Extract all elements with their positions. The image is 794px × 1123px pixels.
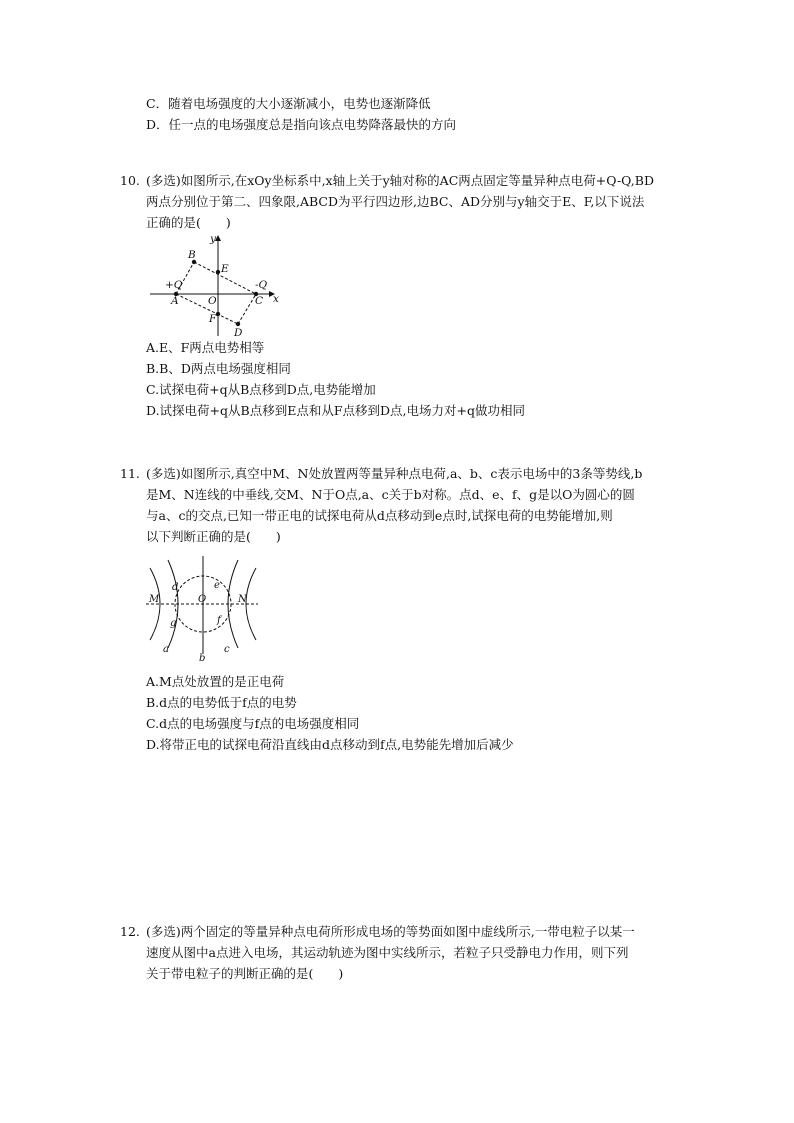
label-d: d xyxy=(172,582,179,593)
q10-option-b: B.B、D两点电场强度相同 xyxy=(146,361,291,376)
q11-figure xyxy=(146,554,260,662)
label-plus-q: +Q xyxy=(165,279,183,291)
label-m: M xyxy=(149,594,160,605)
q10-number: 10. xyxy=(120,173,140,188)
q11-stem-line-1: (多选)如图所示,真空中M、N处放置两等量异种点电荷,a、b、c表示电场中的3条等势线,b xyxy=(146,466,643,481)
q10-stem-line-2: 两点分别位于第二、四象限,ABCD为平行四边形,边BC、AD分别与y轴交于E、F,以下说法 xyxy=(146,194,645,209)
label-b: b xyxy=(199,653,206,664)
label-a: A xyxy=(171,295,179,307)
label-g: g xyxy=(170,618,177,629)
q11-stem-line-4: 以下判断正确的是( ) xyxy=(146,529,281,544)
label-e: e xyxy=(214,580,220,591)
q10-figure xyxy=(146,232,286,338)
label-y: y xyxy=(210,233,216,245)
q11-stem-line-3: 与a、c的交点,已知一带正电的试探电荷从d点移动到e点时,试探电荷的电势能增加,则 xyxy=(146,508,613,523)
label-d: D xyxy=(234,327,243,339)
label-f: f xyxy=(217,615,221,626)
label-b: B xyxy=(188,249,196,261)
q11-option-d: D.将带正电的试探电荷沿直线由d点移动到f点,电势能先增加后减少 xyxy=(146,737,514,752)
point-d xyxy=(236,322,240,326)
q10-option-d: D.试探电荷+q从B点移到E点和从F点移到D点,电场力对+q做功相同 xyxy=(146,403,525,418)
q12-stem-line-1: (多选)两个固定的等量异种点电荷所形成电场的等势面如图中虚线所示,一带电粒子以某一 xyxy=(146,924,635,939)
label-n: N xyxy=(238,594,247,605)
label-x: x xyxy=(273,293,279,305)
label-minus-q: -Q xyxy=(255,279,268,291)
q11-stem-line-2: 是M、N连线的中垂线,交M、N于O点,a、c关于b对称。点d、e、f、g是以O为圆心的圆 xyxy=(146,487,635,502)
q10-stem-line-1: (多选)如图所示,在xOy坐标系中,x轴上关于y轴对称的AC两点固定等量异种点电荷+Q-Q,BD xyxy=(146,173,654,188)
q11-number: 11. xyxy=(120,466,140,481)
label-f: F xyxy=(209,313,217,325)
q11-option-b: B.d点的电势低于f点的电势 xyxy=(146,695,297,710)
q9-option-d: D．任一点的电场强度总是指向该点电势降落最快的方向 xyxy=(146,117,457,132)
q11-option-a: A.M点处放置的是正电荷 xyxy=(146,674,285,689)
q10-option-c: C.试探电荷+q从B点移到D点,电势能增加 xyxy=(146,382,376,397)
q11-option-c: C.d点的电场强度与f点的电场强度相同 xyxy=(146,716,360,731)
point-f xyxy=(216,312,220,316)
label-e: E xyxy=(221,263,229,275)
q12-stem-line-2: 速度从图中a点进入电场，其运动轨迹为图中实线所示，若粒子只受静电力作用，则下列 xyxy=(146,945,629,960)
q10-option-a: A.E、F两点电势相等 xyxy=(146,340,265,355)
label-o: O xyxy=(198,594,207,605)
label-c: C xyxy=(255,295,264,307)
label-a: a xyxy=(163,644,169,655)
q12-stem-line-3: 关于带电粒子的判断正确的是( ) xyxy=(146,966,344,981)
label-o: O xyxy=(208,295,217,307)
point-e xyxy=(216,270,220,274)
q9-option-c: C．随着电场强度的大小逐渐减小，电势也逐渐降低 xyxy=(146,96,431,111)
q12-number: 12. xyxy=(120,924,140,939)
q10-stem-line-3: 正确的是( ) xyxy=(146,215,231,230)
label-c: c xyxy=(224,644,230,655)
